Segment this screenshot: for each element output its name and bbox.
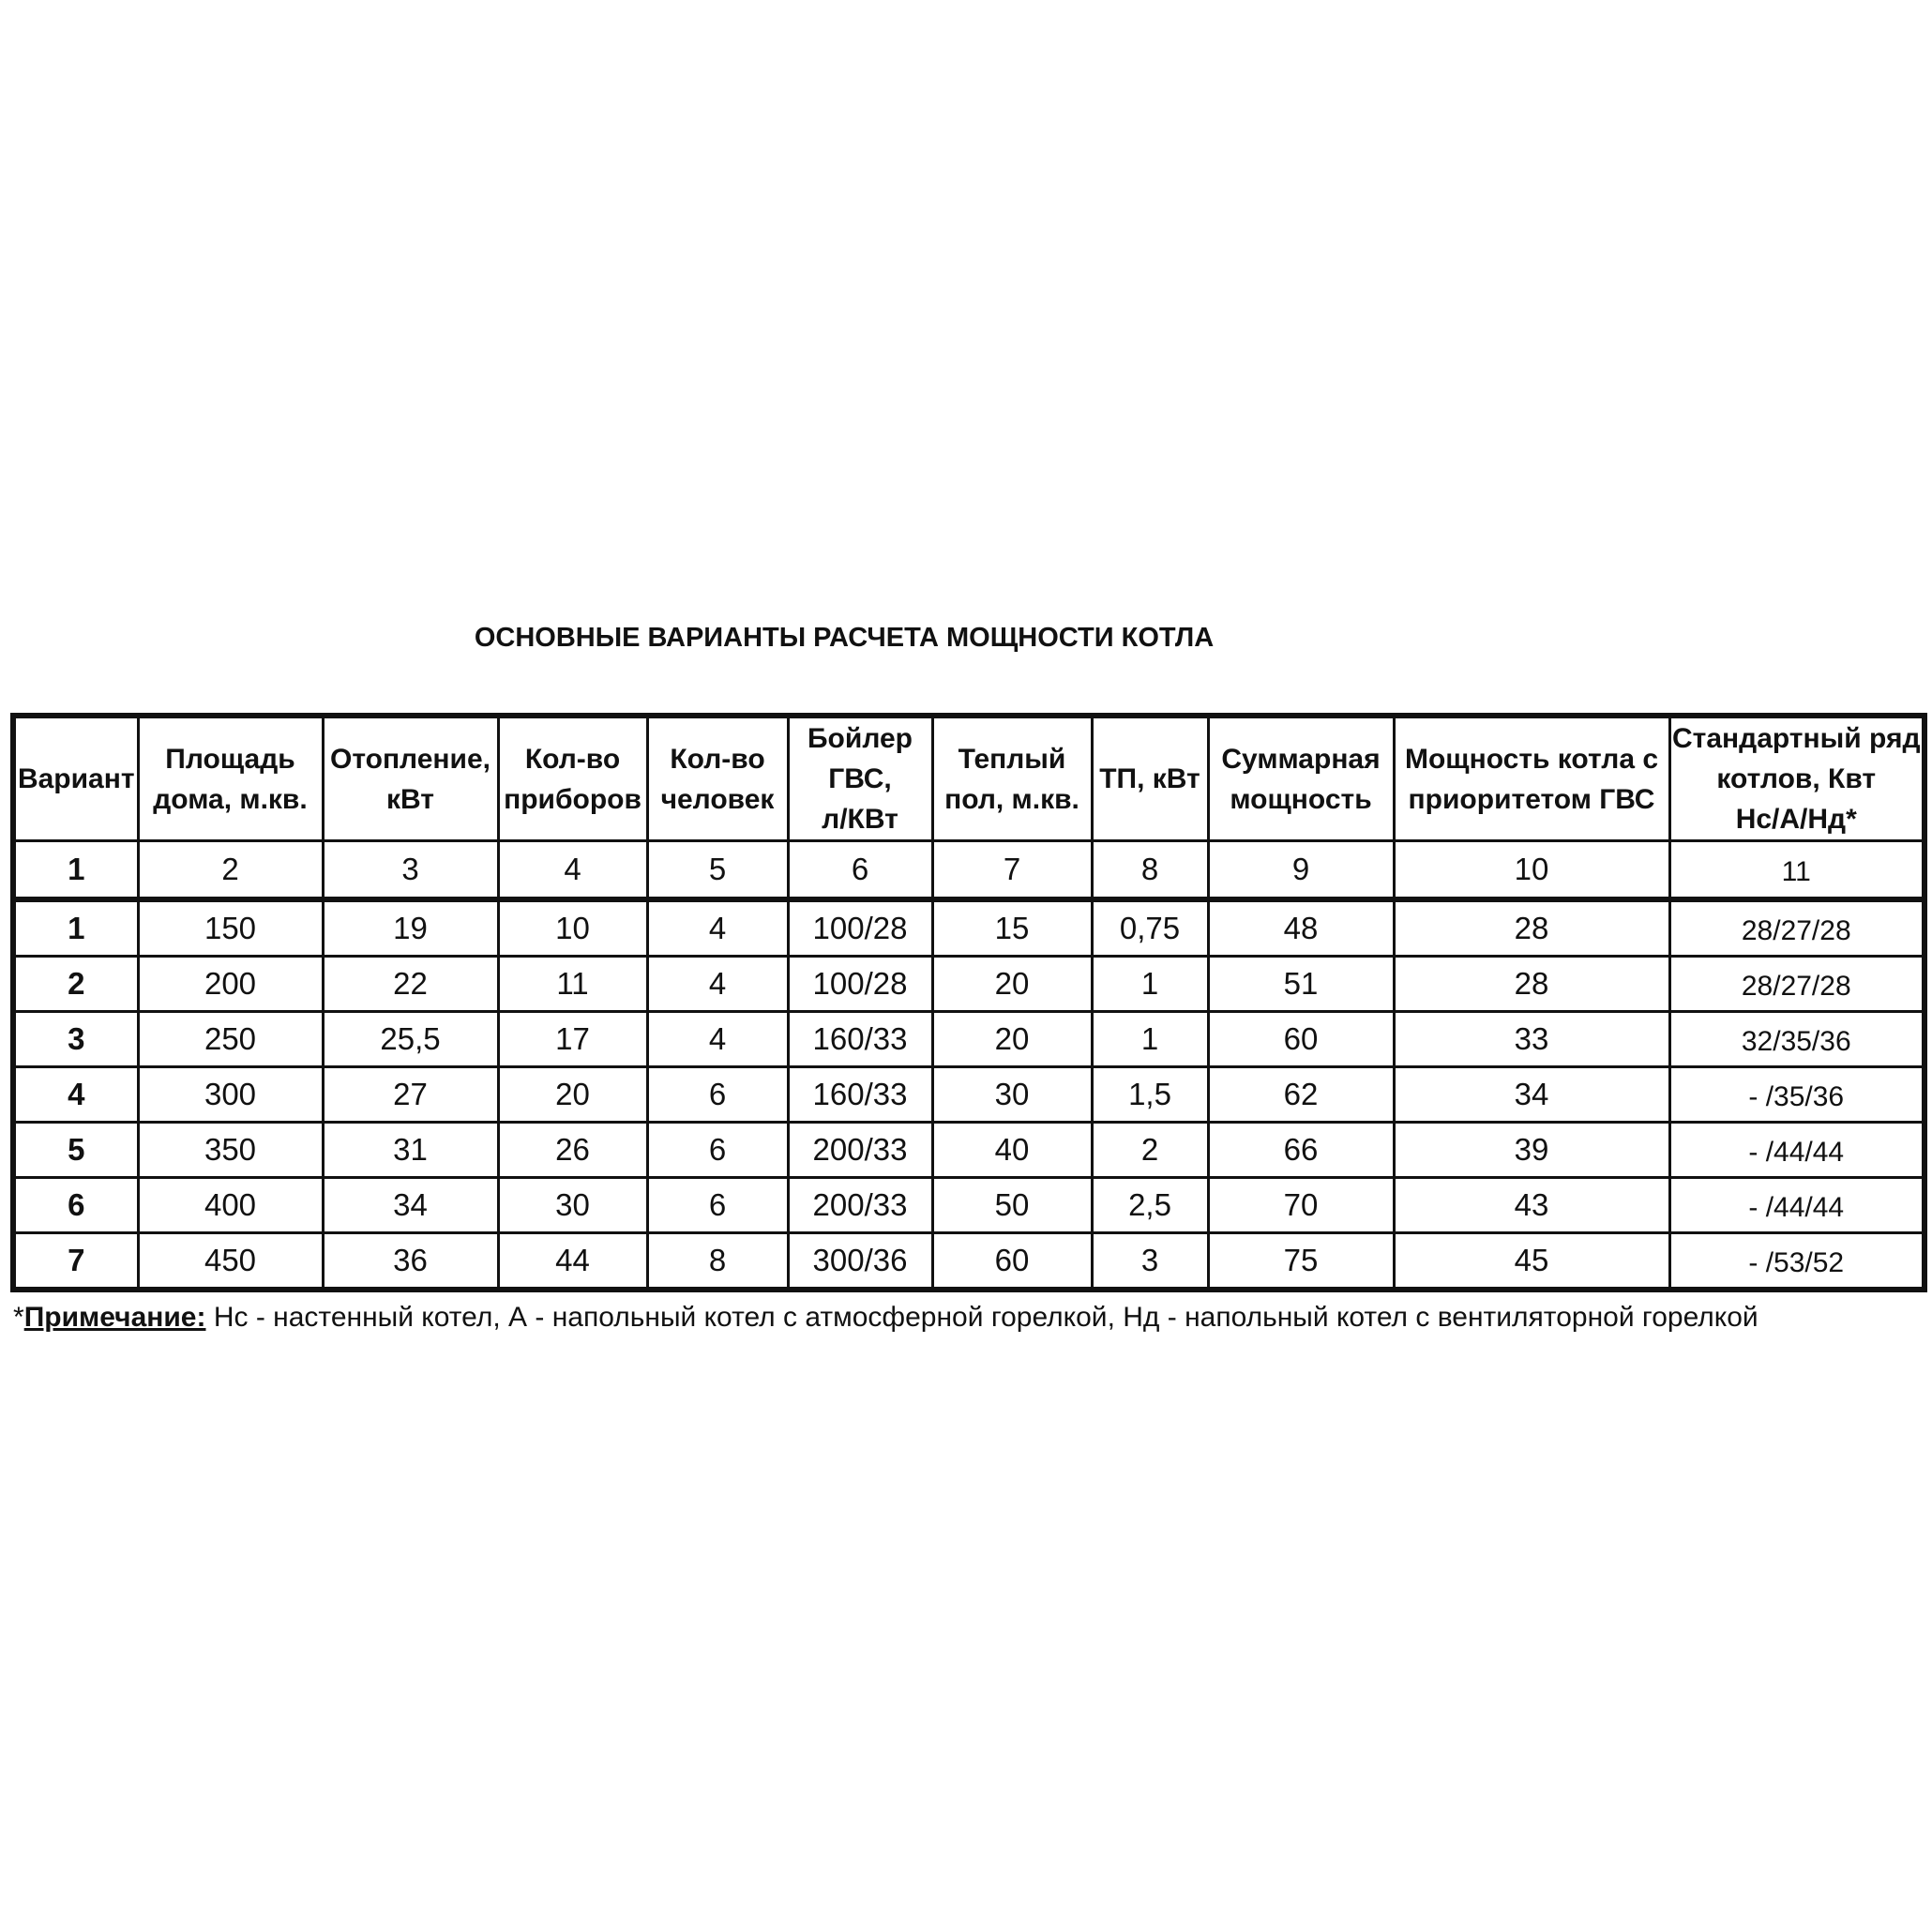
table-cell: - /44/44 [1669,1178,1924,1233]
table-cell: 4 [647,1012,788,1067]
table-row [13,1012,1924,1067]
column-number-cell: 9 [1208,841,1394,900]
column-numbers-row [13,841,1924,900]
variant-cell: 5 [13,1123,138,1178]
table-cell: 70 [1208,1178,1394,1233]
table-cell: 8 [647,1233,788,1291]
table-row [13,1233,1924,1291]
column-number-cell: 11 [1669,841,1924,900]
footnote-text: Нс - настенный котел, А - напольный котел с атмосферной горелкой, Нд - напольный котел с вентиляторной горелкой [205,1302,1758,1333]
table-cell: 31 [323,1123,498,1178]
table-cell: 45 [1394,1233,1669,1291]
table-cell: 3 [1092,1233,1208,1291]
table-cell: 48 [1208,899,1394,957]
table-cell: 15 [932,899,1092,957]
table-cell: 20 [932,957,1092,1012]
column-header-line: л/КВт [822,804,898,835]
column-header-line: приборов [504,783,641,815]
column-header-line: котлов, Квт [1716,763,1877,794]
table-cell: 66 [1208,1123,1394,1178]
table-cell: 20 [932,1012,1092,1067]
column-header [1669,716,1924,841]
table-cell: 160/33 [788,1067,932,1123]
table-cell: 30 [932,1067,1092,1123]
table-cell: 2 [1092,1123,1208,1178]
table-cell: 200/33 [788,1123,932,1178]
column-header-line: пол, м.кв. [944,783,1079,815]
table-cell: 22 [323,957,498,1012]
column-header [788,716,932,841]
page-title: ОСНОВНЫЕ ВАРИАНТЫ РАСЧЕТА МОЩНОСТИ КОТЛА [474,623,1215,653]
table-cell: 1,5 [1092,1067,1208,1123]
column-number-cell: 7 [932,841,1092,900]
table-cell: 43 [1394,1178,1669,1233]
variant-cell: 1 [13,899,138,957]
table-cell: 39 [1394,1123,1669,1178]
variant-cell: 2 [13,957,138,1012]
table-cell: 160/33 [788,1012,932,1067]
column-header [932,716,1092,841]
table-cell: 6 [647,1067,788,1123]
table-cell: 17 [498,1012,647,1067]
column-header-line: приоритетом ГВС [1408,783,1655,815]
table-cell: - /53/52 [1669,1233,1924,1291]
column-header [1394,716,1669,841]
table-cell: 44 [498,1233,647,1291]
table-cell: 60 [1208,1012,1394,1067]
column-header-line: Бойлер [807,723,913,754]
table-cell: 300/36 [788,1233,932,1291]
table-cell: 50 [932,1178,1092,1233]
column-header [13,716,138,841]
column-number-cell: 3 [323,841,498,900]
column-number-cell: 2 [138,841,323,900]
table-cell: 33 [1394,1012,1669,1067]
table-cell: 27 [323,1067,498,1123]
table-row [13,899,1924,957]
variant-cell: 3 [13,1012,138,1067]
table-cell: 28 [1394,899,1669,957]
column-header-line: человек [660,783,775,815]
column-header-line: дома, м.кв. [153,783,308,815]
table-cell: 26 [498,1123,647,1178]
footnote-asterisk: * [13,1302,24,1333]
table-cell: - /35/36 [1669,1067,1924,1123]
table-cell: 200/33 [788,1178,932,1233]
column-number-cell: 10 [1394,841,1669,900]
table-header-row [13,716,1924,841]
table-cell: 150 [138,899,323,957]
table-cell: 400 [138,1178,323,1233]
table-cell: 60 [932,1233,1092,1291]
footnote-label: Примечание: [23,1302,206,1333]
table-cell: 36 [323,1233,498,1291]
table-cell: 75 [1208,1233,1394,1291]
column-header-line: Кол-во [670,743,765,775]
column-header-line: Стандартный ряд [1671,723,1921,754]
table-cell: 10 [498,899,647,957]
table-cell: 6 [647,1123,788,1178]
variant-cell: 4 [13,1067,138,1123]
table-cell: 62 [1208,1067,1394,1123]
column-header [647,716,788,841]
footnote [13,1302,1758,1334]
table-cell: 2,5 [1092,1178,1208,1233]
column-header-line: Кол-во [524,743,621,775]
column-header-line: Вариант [17,763,135,794]
table-cell: 100/28 [788,899,932,957]
column-header [1092,716,1208,841]
column-number-cell: 8 [1092,841,1208,900]
table-cell: 28/27/28 [1669,957,1924,1012]
column-header-line: Суммарная [1221,743,1381,775]
table-row [13,957,1924,1012]
table-cell: 250 [138,1012,323,1067]
table-cell: 40 [932,1123,1092,1178]
table-cell: 4 [647,957,788,1012]
column-header-line: Площадь [165,743,295,775]
column-number-cell: 4 [498,841,647,900]
column-number-cell: 1 [13,841,138,900]
variant-cell: 6 [13,1178,138,1233]
column-header-line: мощность [1230,783,1372,815]
table-cell: 1 [1092,957,1208,1012]
column-header-line: Нс/А/Нд* [1735,804,1857,835]
table-cell: 19 [323,899,498,957]
table-cell: 450 [138,1233,323,1291]
table-cell: - /44/44 [1669,1123,1924,1178]
boiler-power-table [10,713,1927,1292]
table-cell: 32/35/36 [1669,1012,1924,1067]
table-cell: 34 [1394,1067,1669,1123]
table-cell: 0,75 [1092,899,1208,957]
table-cell: 51 [1208,957,1394,1012]
column-header-line: Отопление, [329,743,491,775]
column-header-line: ГВС, [828,763,892,794]
table-row [13,1178,1924,1233]
column-header [1208,716,1394,841]
table-cell: 4 [647,899,788,957]
table-cell: 200 [138,957,323,1012]
table-cell: 100/28 [788,957,932,1012]
table-cell: 11 [498,957,647,1012]
column-header-line: Мощность котла с [1404,743,1659,775]
table-cell: 20 [498,1067,647,1123]
table-cell: 1 [1092,1012,1208,1067]
table-cell: 28/27/28 [1669,899,1924,957]
variant-cell: 7 [13,1233,138,1291]
table-cell: 30 [498,1178,647,1233]
column-header-line: Теплый [958,743,1066,775]
column-header [498,716,647,841]
column-number-cell: 6 [788,841,932,900]
table-cell: 34 [323,1178,498,1233]
table-cell: 28 [1394,957,1669,1012]
table-cell: 25,5 [323,1012,498,1067]
table-cell: 6 [647,1178,788,1233]
column-number-cell: 5 [647,841,788,900]
column-header-line: кВт [386,783,434,815]
table-cell: 300 [138,1067,323,1123]
table-row [13,1067,1924,1123]
column-header [138,716,323,841]
column-header [323,716,498,841]
table-row [13,1123,1924,1178]
table-cell: 350 [138,1123,323,1178]
column-header-line: ТП, кВт [1099,763,1200,794]
